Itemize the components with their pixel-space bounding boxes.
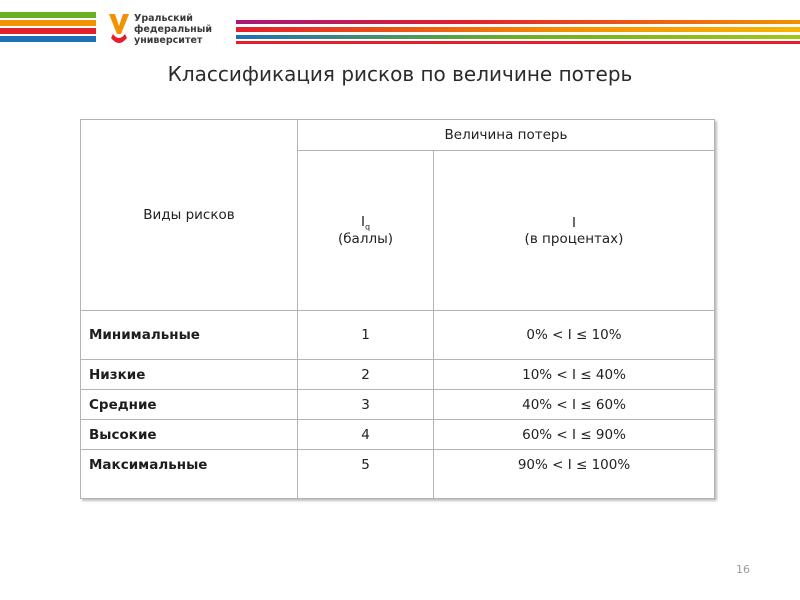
table-row: [81, 311, 715, 360]
risk-range: 40% < I ≤ 60%: [434, 390, 715, 420]
stripe-red: [0, 28, 96, 34]
header-stripes-left: [0, 10, 96, 48]
risk-name: Низкие: [81, 360, 298, 390]
risk-points: 3: [298, 390, 434, 420]
risk-name: Средние: [81, 390, 298, 420]
header-risk-types: Виды рисков: [81, 120, 298, 311]
header-points: [298, 151, 434, 311]
table-row: [81, 360, 715, 390]
university-name: Уральский федеральный университет: [134, 13, 212, 46]
header-percent-symbol: I: [572, 214, 576, 231]
risk-classification-table: [80, 119, 715, 499]
stripe-blue: [0, 36, 96, 42]
risk-points: 5: [298, 450, 434, 499]
header-points-symbol: I: [360, 213, 365, 230]
university-logo: [108, 10, 238, 50]
table-row: [81, 390, 715, 420]
risk-points: 2: [298, 360, 434, 390]
page-number: 16: [736, 563, 750, 576]
header-points-subscript: q: [364, 222, 371, 232]
risk-range: 0% < I ≤ 10%: [434, 311, 715, 360]
slide-title: Классификация рисков по величине потерь: [167, 62, 633, 86]
table-row: [81, 420, 715, 450]
header-loss-magnitude: Величина потерь: [298, 120, 715, 151]
table-header-row: [81, 120, 715, 151]
header-percent-unit: (в процентах): [524, 230, 624, 247]
header-stripes-right: [236, 10, 800, 48]
risk-range: 60% < I ≤ 90%: [434, 420, 715, 450]
urfu-logo-mark-icon: [108, 12, 130, 46]
risk-points: 4: [298, 420, 434, 450]
stripe-gradient-3: [236, 35, 800, 39]
stripe-green: [0, 12, 96, 18]
risk-points: 1: [298, 311, 434, 360]
header-points-unit: (баллы): [337, 231, 394, 248]
risk-range: 90% < I ≤ 100%: [434, 450, 715, 499]
table-row: [81, 450, 715, 499]
risk-name: Минимальные: [81, 311, 298, 360]
stripe-gradient-1: [236, 20, 800, 24]
stripe-gradient-4: [236, 41, 800, 44]
stripe-gradient-2: [236, 27, 800, 32]
stripe-orange: [0, 20, 96, 26]
risk-name: Высокие: [81, 420, 298, 450]
risk-name: Максимальные: [81, 450, 298, 499]
header-percent: [434, 151, 715, 311]
risk-range: 10% < I ≤ 40%: [434, 360, 715, 390]
